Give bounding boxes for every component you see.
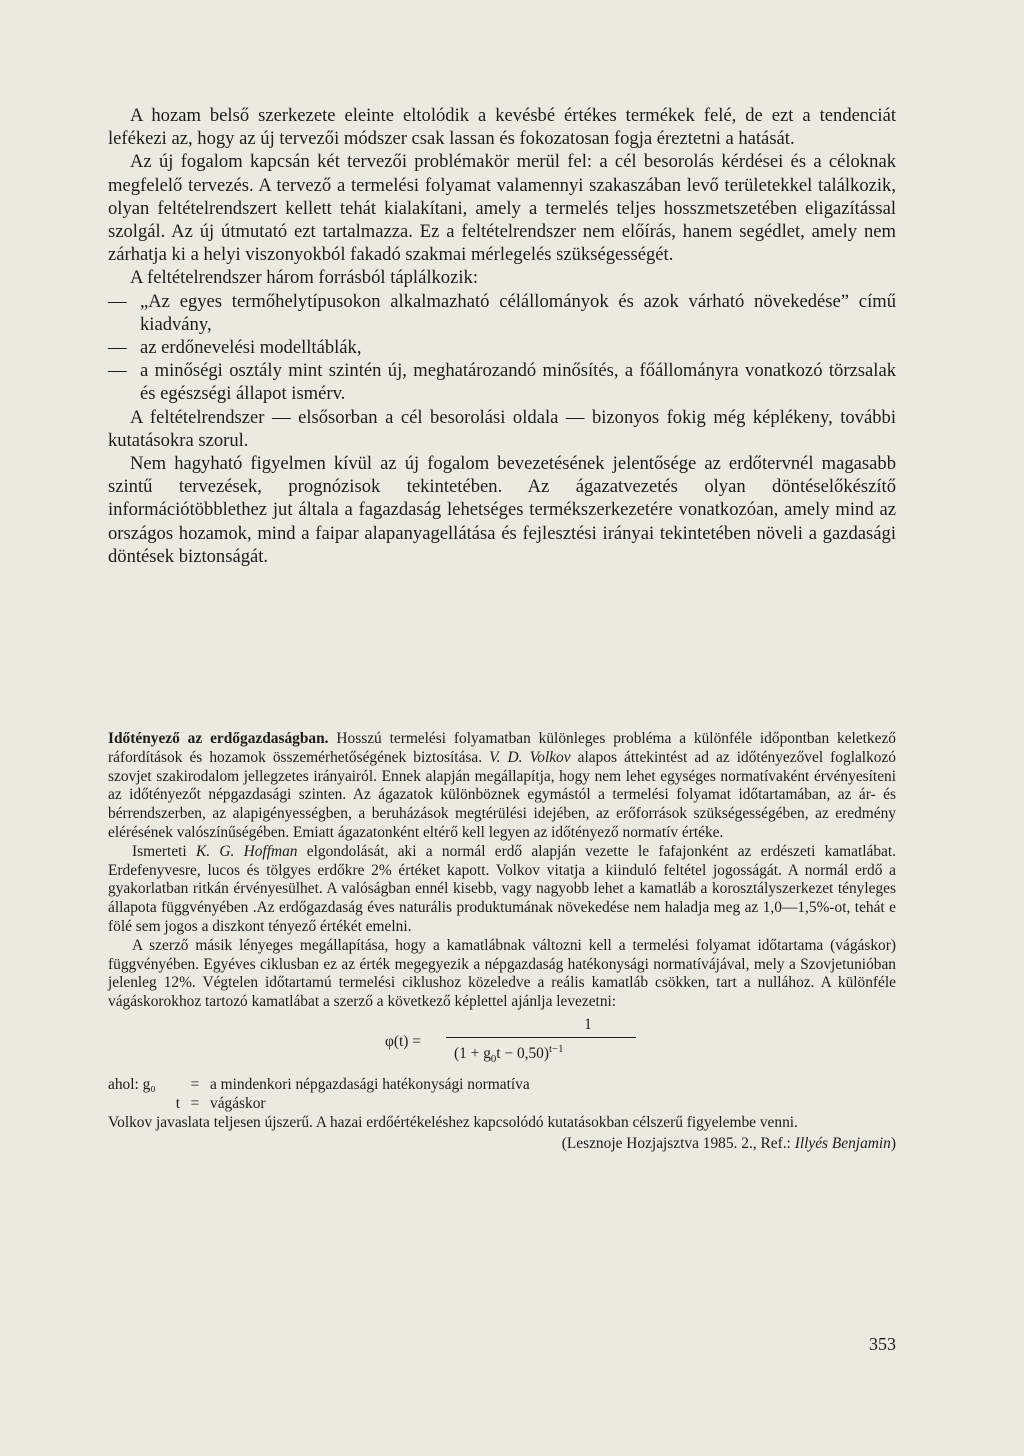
paragraph-significance: Nem hagyható figyelmen kívül az új fogalom bevezetésének jelentősége az erdőtervnél magasabb szintű tervezések, prognózisok tekintetében. Az ágazatvezetés olyan döntéselőkészítő információtöbblethez jut általa a fagazdaság lehetséges termékszerkezetére vonatkozóan, amely mind az országos hozamok, mind a faipar alapanyagellátása és fejlesztési irányai tekintetében növeli a gazdasági döntések biztonságát. [108,453,896,567]
reviewer-name: Illyés Benjamin [794,1135,891,1153]
abstract-paragraph-1: Időtényező az erdőgazdaságban. Hosszú termelési folyamatban különleges probléma a különféle időpontban keletkező ráfordítások és hozamok összemérhetőségének biztosítása. V. D. Volkov alapos áttekintést ad az időtényezővel foglalkozó szovjet szakirodalom jellegzetes irányairól. Ennek alapján megállapítja, hogy nem lehet egységes normatívaként érvényesíteni az időtényezőt népgazdasági szinten. Az ágazatok különböznek egymástól a termelési folyamat időtartamában, az ár- és bérrendszerben, az alapigényességben, a beruházások megtérülési idejében, az erőforrások szükségességében, az eredmény elérésének valószínűségében. Emiatt ágazatonként eltérő kell legyen az időtényező normatív értéke. [108,730,896,841]
formula-denominator: $(1 + g_0t - 0,50)^{t-1}$ [454,1042,564,1066]
abstract-block [108,730,896,1154]
source-citation: (Lesznoje Hozjajsztva 1985. 2., Ref.: Illyés Benjamin) [561,1135,896,1153]
list-item: — az erdőnevelési modelltáblák, [108,337,362,359]
main-text [108,104,896,568]
list-item: — „Az egyes termőhelytípusokon alkalmazható célállományok és azok várható növekedése” című kiadvány, [108,290,896,335]
dash-marker: — [108,360,127,382]
formula-definitions [108,1076,896,1114]
definition-row: ahol: g₀ = a mindenkori népgazdasági hatékonysági normatíva [108,1075,530,1093]
abstract-title: Időtényező az erdőgazdaságban. [108,730,329,747]
abstract-paragraph-3: A szerző másik lényeges megállapítása, hogy a kamatlábnak változni kell a termelési folyamat időtartama (vágáskor) függvényében. Egyéves ciklusban ez az érték megegyezik a népgazdaság hatékonysági normatívájával, mely a Szovjetunióban jelenleg 12%. Végtelen időtartamú termelési ciklushoz közeledve a reális kamatláb csökken, tart a nullához. A különféle vágáskorokhoz tartozó kamatlábat a szerző a következő képlettel ajánlja levezetni: [108,936,896,1011]
dash-marker: — [108,337,127,359]
formula [108,1016,896,1074]
abstract-paragraph-4: Volkov javaslata teljesen újszerű. A hazai erdőértékeléshez kapcsolódó kutatásokban célszerű figyelembe venni. [108,1113,798,1131]
sources-list [108,290,896,406]
abstract-paragraph-2: Ismerteti K. G. Hoffman elgondolását, aki a normál erdő alapján vezette le fafajonként az erdészeti kamatlábat. Erdefenyvesre, lucos és tölgyes erdőkre 2% értéket kapott. Volkov vitatja a kiinduló feltétel jogosságát. A normál erdő a gyakorlatban ritkán érvényesülhet. A valóságban ennél kisebb, vagy nagyobb lehet a kamatláb a korosztályszerkezet tényleges állapota függvényében .Az erdőgazdaság éves naturális produktumának növekedése nem haladja meg az 1,0—1,5%-ot, tehát e fölé sem jogos a diszkont tényező értékét emelni. [108,842,896,935]
paragraph-sources-intro: A feltételrendszer három forrásból táplálkozik: [130,267,478,289]
page-number: 353 [869,1334,896,1354]
author-name: V. D. Volkov [489,748,571,766]
definition-row: t = vágáskor [175,1094,266,1112]
paragraph-conditions: A feltételrendszer — elsősorban a cél besorolási oldala — bizonyos fokig még képlékeny, további kutatásokra szorul. [108,406,896,451]
paragraph-yield-structure: A hozam belső szerkezete eleinte eltolódik a kevésbé értékes termékek felé, de ezt a tendenciát lefékezi az, hogy az új tervezői módszer csak lassan és fokozatosan fogja éreztetni a hatását. [108,105,896,150]
formula-lhs: φ(t) = [385,1032,421,1050]
fraction-bar [446,1037,636,1038]
list-item: — a minőségi osztály mint szintén új, meghatározandó minősítés, a főállományra vonatkozó törzsalak és egészségi állapot ismérv. [108,360,896,405]
author-name: K. G. Hoffman [195,842,298,860]
paragraph-planning-problems: Az új fogalom kapcsán két tervezői problémakör merül fel: a cél besorolás kérdései és a céloknak megfelelő tervezés. A tervező a termelési folyamat valamennyi szakaszában levő területekkel találkozik, olyan feltételrendszert kellett tehát kialakítani, amely a termelés teljes hosszmetszetében eligazítással szolgál. Az új útmutató ezt tartalmazza. Ez a feltételrendszer nem előírás, hanem segédlet, amely nem zárhatja ki a helyi viszonyokból fakadó szakmai mérlegelés szükségességét. [108,151,896,266]
formula-numerator: 1 [584,1015,592,1033]
dash-marker: — [108,290,127,312]
